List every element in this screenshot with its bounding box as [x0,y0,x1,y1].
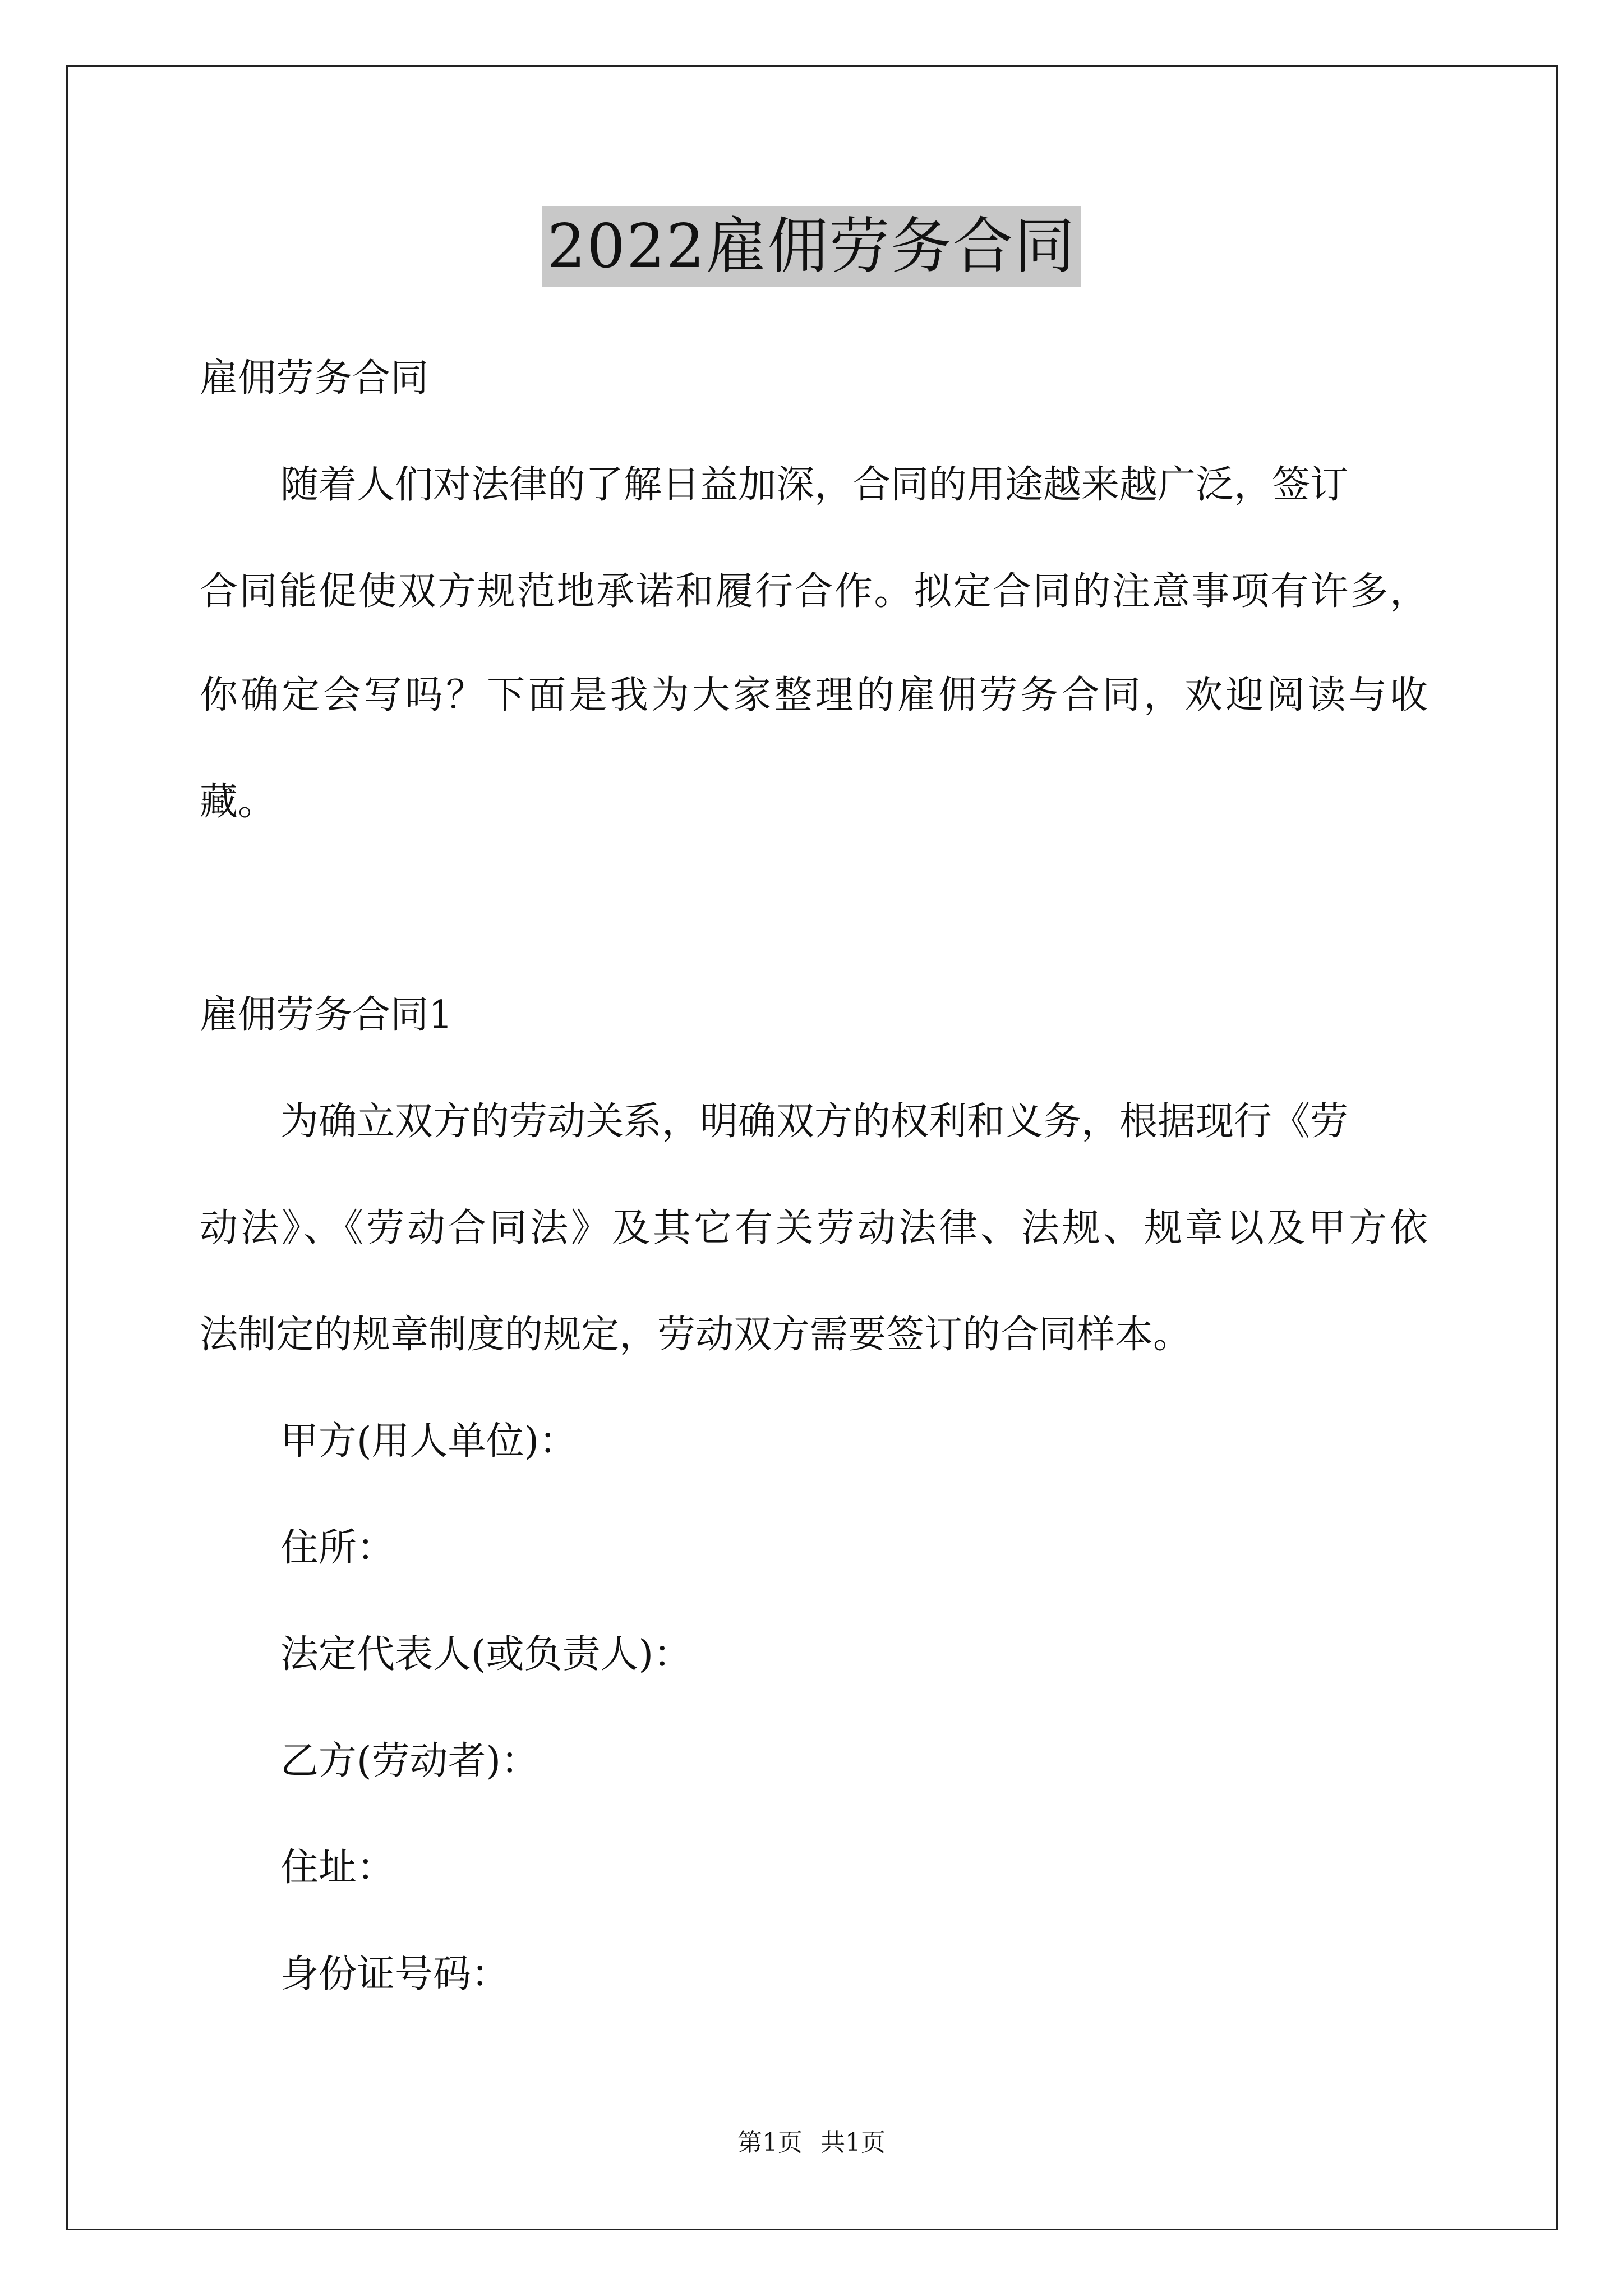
purpose-line-1: 为确立双方的劳动关系，明确双方的权利和义务，根据现行《劳 [280,1099,1349,1144]
page-number: 第1页 [737,2128,803,2157]
purpose-line-3: 法制定的规章制度的规定，劳动双方需要签订的合同样本。 [200,1313,1192,1357]
field-party-a: 甲方(用人单位)： [280,1419,578,1464]
intro-line-4: 藏。 [200,780,276,824]
purpose-line-2: 动法》、《劳动合同法》及其它有关劳动法律、法规、规章以及甲方依 [200,1206,1428,1250]
field-legal-rep: 法定代表人(或负责人)： [280,1632,692,1677]
title-container [0,206,1623,287]
section-heading: 雇佣劳务合同 [200,356,429,401]
document-title: 2022雇佣劳务合同 [542,206,1082,287]
page-total: 共1页 [820,2128,886,2157]
intro-line-3: 你确定会写吗？下面是我为大家整理的雇佣劳务合同，欢迎阅读与收 [200,673,1428,717]
page-footer [0,2126,1623,2160]
field-address-a: 住所： [280,1526,395,1570]
field-party-b: 乙方(劳动者)： [280,1739,540,1783]
field-address-b: 住址： [280,1846,395,1890]
section-heading-1: 雇佣劳务合同1 [200,993,453,1037]
intro-line-2: 合同能促使双方规范地承诺和履行合作。拟定合同的注意事项有许多， [200,569,1428,614]
field-id-number: 身份证号码： [280,1952,510,1996]
intro-line-1: 随着人们对法律的了解日益加深，合同的用途越来越广泛，签订 [280,463,1349,507]
